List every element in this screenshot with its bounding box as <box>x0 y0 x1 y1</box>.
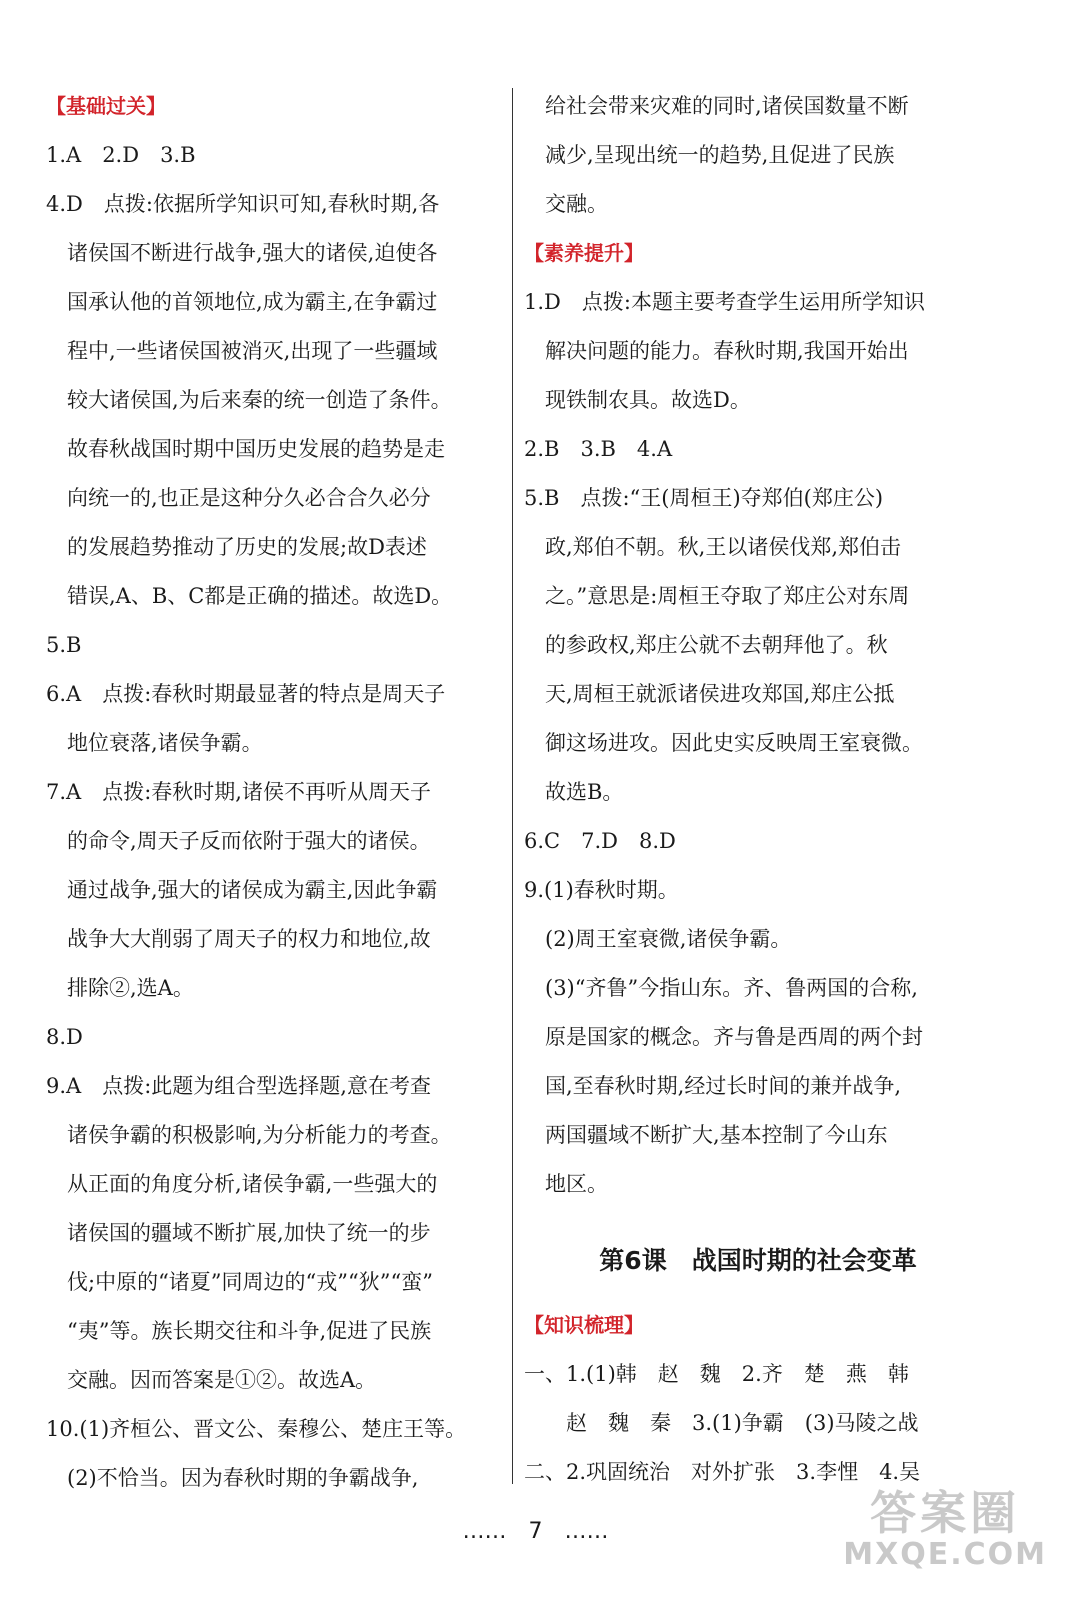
left-column <box>46 82 498 1503</box>
watermark-main: 答案圈 <box>870 1486 1021 1540</box>
section-heading: 【知识梳理】 <box>524 1313 644 1337</box>
text-line: 地区。 <box>524 1172 608 1196</box>
text-line: 4.D 点拨:依据所学知识可知,春秋时期,各 <box>46 192 440 216</box>
text-line: 政,郑伯不朝。秋,王以诸侯伐郑,郑伯击 <box>524 535 902 559</box>
text-line: (2)不恰当。因为春秋时期的争霸战争, <box>46 1466 419 1490</box>
text-line: 错误,A、B、C都是正确的描述。故选D。 <box>46 584 453 608</box>
text-line: 的参政权,郑庄公就不去朝拜他了。秋 <box>524 633 888 657</box>
text-line: 2.B 3.B 4.A <box>524 437 673 461</box>
watermark-logo <box>843 1488 1047 1572</box>
text-line: 较大诸侯国,为后来秦的统一创造了条件。 <box>46 388 452 412</box>
text-line: 地位衰落,诸侯争霸。 <box>46 731 263 755</box>
text-line: 5.B <box>46 633 82 657</box>
text-line: 解决问题的能力。春秋时期,我国开始出 <box>524 339 909 363</box>
text-line: 向统一的,也正是这种分久必合合久必分 <box>46 486 431 510</box>
text-line: 7.A 点拨:春秋时期,诸侯不再听从周天子 <box>46 780 431 804</box>
page-number: …… 7 …… <box>462 1519 609 1544</box>
text-line: 天,周桓王就派诸侯进攻郑国,郑庄公抵 <box>524 682 895 706</box>
text-line: 伐;中原的“诸夏”同周边的“戎”“狄”“蛮” <box>46 1270 433 1294</box>
text-line: 二、2.巩固统治 对外扩张 3.李悝 4.吴 <box>524 1460 921 1484</box>
section-heading: 【基础过关】 <box>46 94 166 118</box>
text-line: 5.B 点拨:“王(周桓王)夺郑伯(郑庄公) <box>524 486 884 510</box>
text-line: (3)“齐鲁”今指山东。齐、鲁两国的合称, <box>524 976 918 1000</box>
text-line: 8.D <box>46 1025 83 1049</box>
text-line: 国,至春秋时期,经过长时间的兼并战争, <box>524 1074 902 1098</box>
text-line: 两国疆域不断扩大,基本控制了今山东 <box>524 1123 888 1147</box>
text-line: 1.D 点拨:本题主要考查学生运用所学知识 <box>524 290 925 314</box>
text-line: 给社会带来灾难的同时,诸侯国数量不断 <box>524 94 909 118</box>
text-line: 的命令,周天子反而依附于强大的诸侯。 <box>46 829 431 853</box>
text-line: 的发展趋势推动了历史的发展;故D表述 <box>46 535 427 559</box>
text-line: 原是国家的概念。齐与鲁是西周的两个封 <box>524 1025 923 1049</box>
text-line: 诸侯争霸的积极影响,为分析能力的考查。 <box>46 1123 452 1147</box>
text-line: 战争大大削弱了周天子的权力和地位,故 <box>46 927 431 951</box>
text-line: 排除②,选A。 <box>46 976 194 1000</box>
text-line: 赵 魏 秦 3.(1)争霸 (3)马陵之战 <box>524 1411 919 1435</box>
text-line: “夷”等。族长期交往和斗争,促进了民族 <box>46 1319 432 1343</box>
text-line: 6.A 点拨:春秋时期最显著的特点是周天子 <box>46 682 446 706</box>
watermark-sub: MXQE.COM <box>843 1537 1047 1572</box>
text-line: (2)周王室衰微,诸侯争霸。 <box>524 927 792 951</box>
text-line: 故选B。 <box>524 780 624 804</box>
text-line: 诸侯国不断进行战争,强大的诸侯,迫使各 <box>46 241 438 265</box>
text-line: 9.(1)春秋时期。 <box>524 878 679 902</box>
text-line: 现铁制农具。故选D。 <box>524 388 751 412</box>
column-divider <box>512 88 513 1484</box>
text-line: 6.C 7.D 8.D <box>524 829 676 853</box>
text-line: 9.A 点拨:此题为组合型选择题,意在考查 <box>46 1074 431 1098</box>
text-line: 御这场进攻。因此史实反映周王室衰微。 <box>524 731 923 755</box>
lesson-title: 第6课 战国时期的社会变革 <box>599 1246 917 1275</box>
right-column <box>524 82 992 1497</box>
right-column-knowledge <box>524 1301 992 1497</box>
text-line: 从正面的角度分析,诸侯争霸,一些强大的 <box>46 1172 438 1196</box>
text-line: 减少,呈现出统一的趋势,且促进了民族 <box>524 143 895 167</box>
text-line: 之。”意思是:周桓王夺取了郑庄公对东周 <box>524 584 910 608</box>
right-column-answers <box>524 82 992 1209</box>
text-line: 通过战争,强大的诸侯成为霸主,因此争霸 <box>46 878 438 902</box>
text-line: 诸侯国的疆域不断扩展,加快了统一的步 <box>46 1221 431 1245</box>
text-line: 程中,一些诸侯国被消灭,出现了一些疆域 <box>46 339 438 363</box>
text-line: 交融。因而答案是①②。故选A。 <box>46 1368 377 1392</box>
text-line: 1.A 2.D 3.B <box>46 143 196 167</box>
text-line: 交融。 <box>524 192 608 216</box>
section-heading: 【素养提升】 <box>524 241 644 265</box>
text-line: 国承认他的首领地位,成为霸主,在争霸过 <box>46 290 438 314</box>
text-line: 故春秋战国时期中国历史发展的趋势是走 <box>46 437 445 461</box>
text-line: 一、1.(1)韩 赵 魏 2.齐 楚 燕 韩 <box>524 1362 909 1386</box>
text-line: 10.(1)齐桓公、晋文公、秦穆公、楚庄王等。 <box>46 1417 467 1441</box>
